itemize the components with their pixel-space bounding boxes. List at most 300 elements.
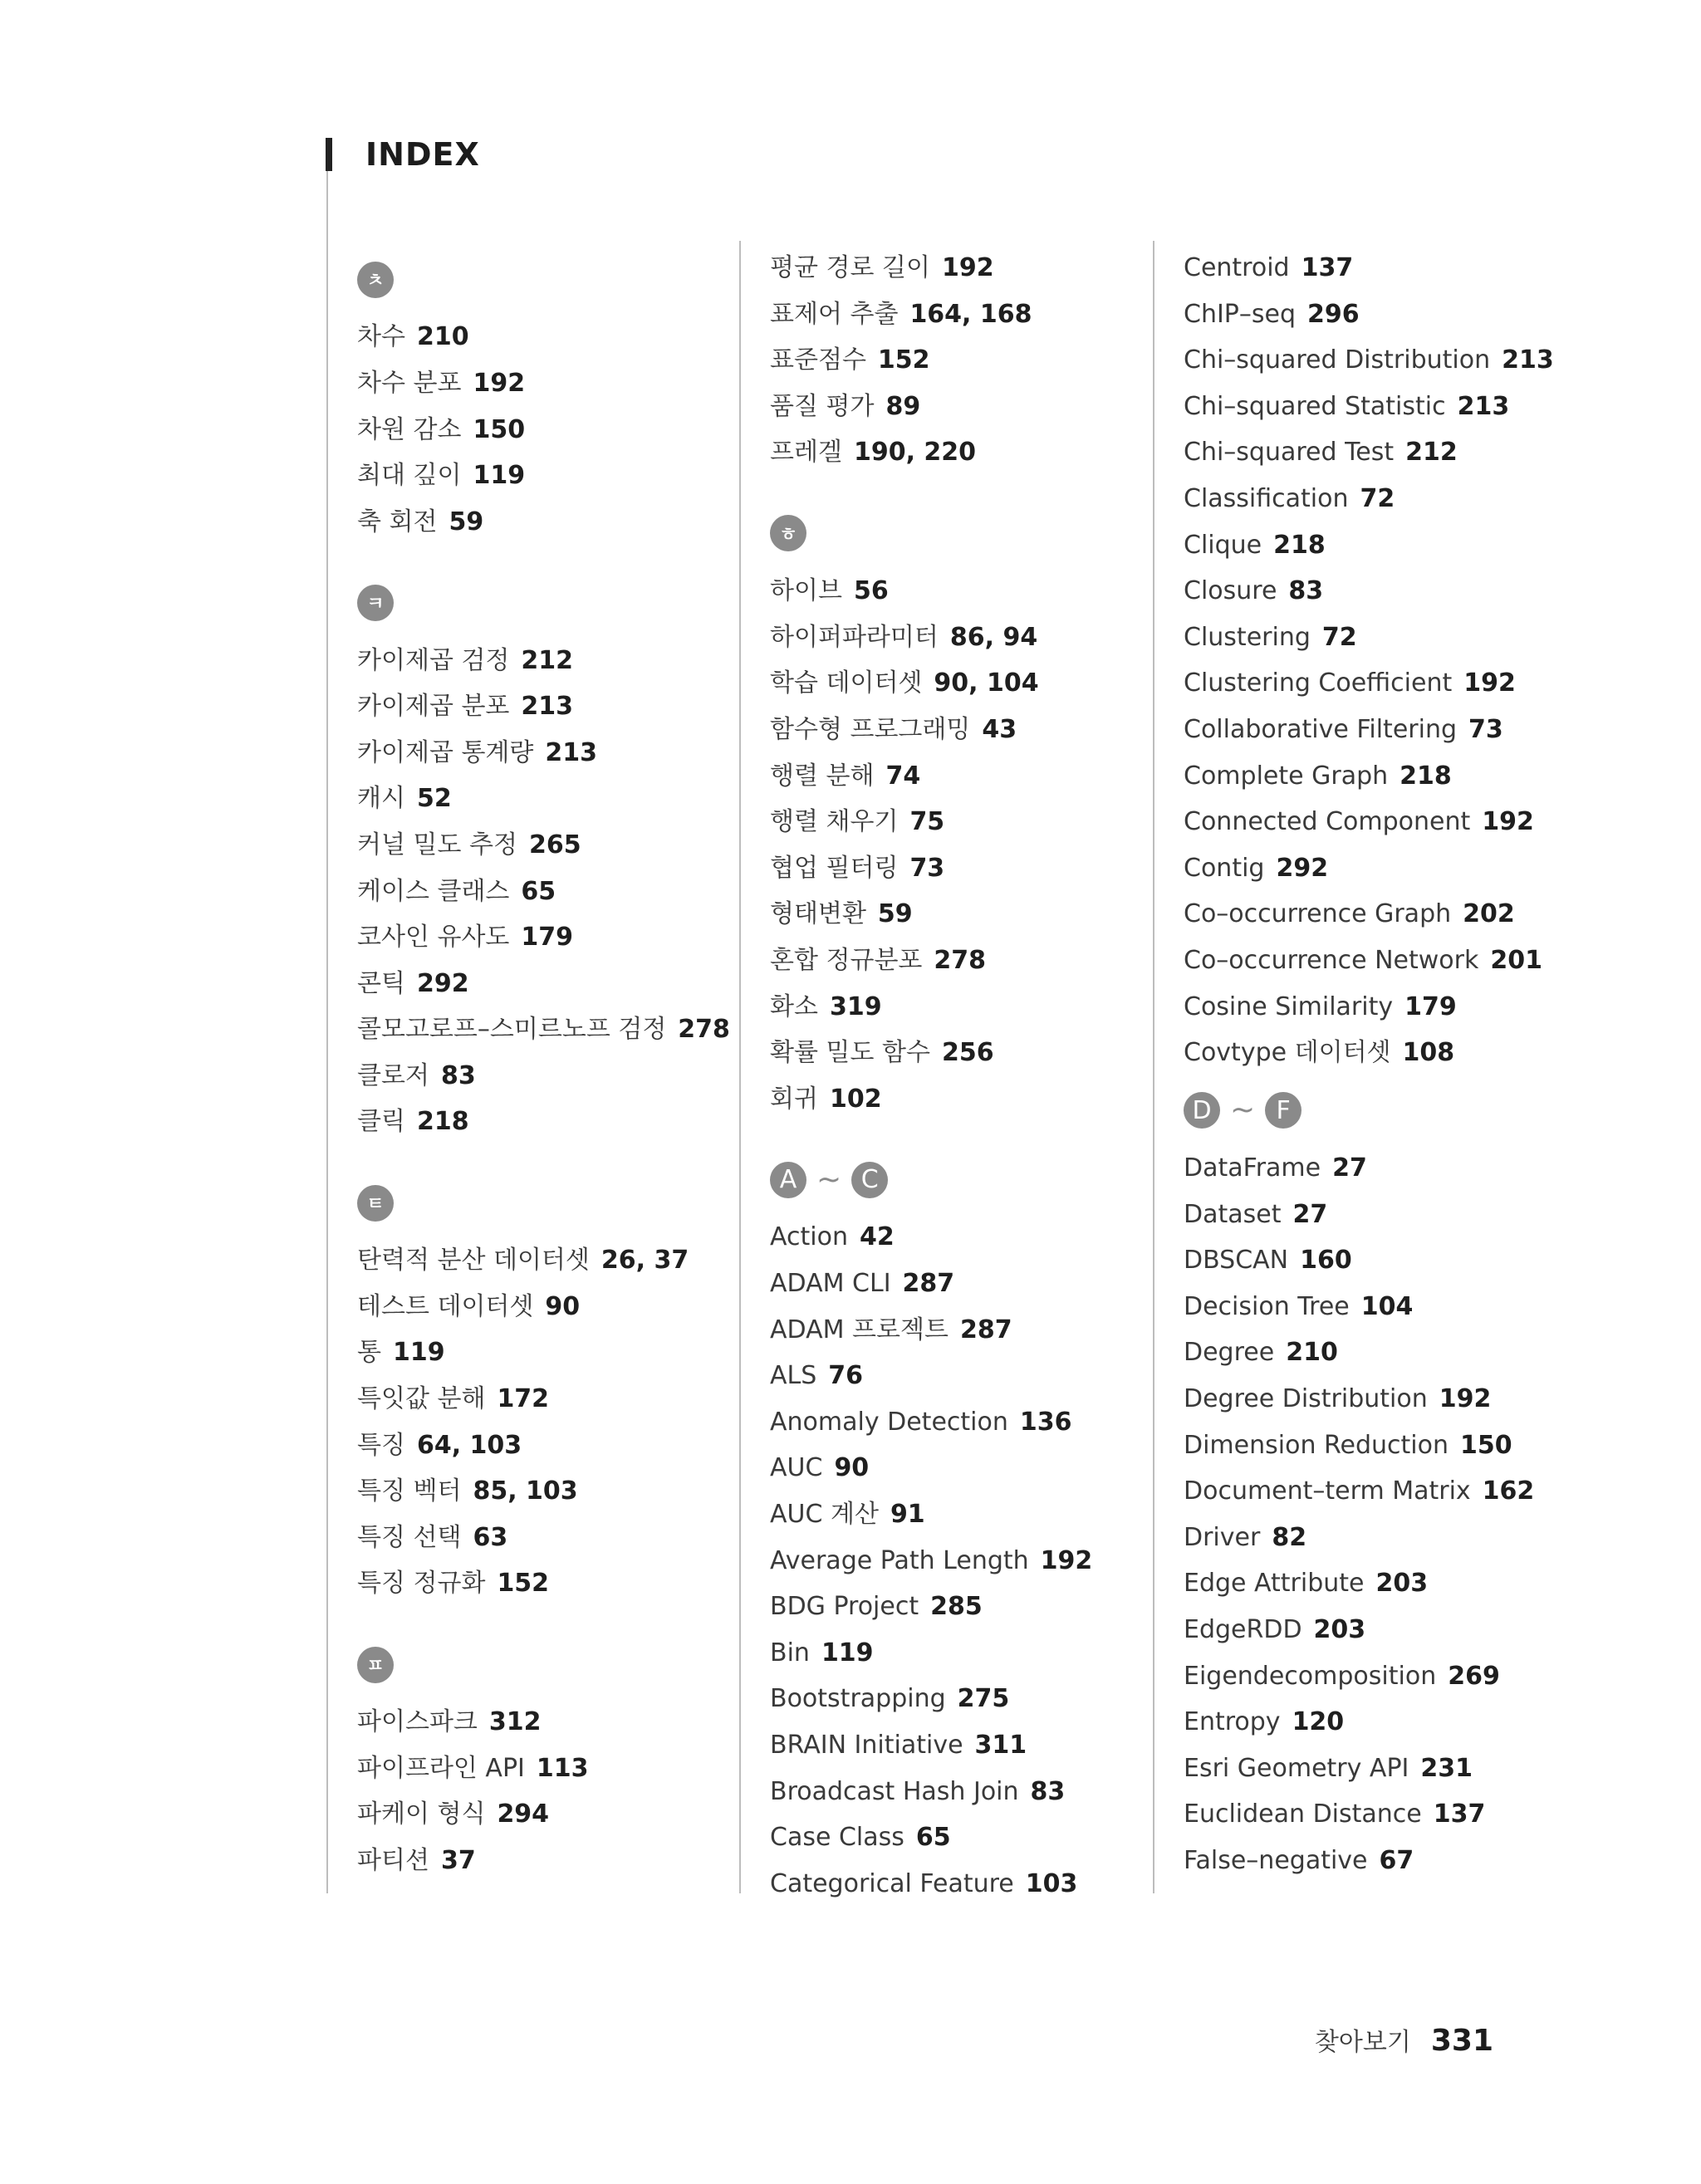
- index-term: ADAM CLI: [770, 1269, 891, 1299]
- index-entry: [770, 1445, 1160, 1491]
- index-pages: 120: [1292, 1707, 1345, 1737]
- index-term: 형태변환: [770, 899, 866, 929]
- index-pages: 108: [1402, 1038, 1455, 1068]
- index-entry: [770, 1399, 1160, 1446]
- index-entry: [357, 961, 748, 1007]
- index-pages: 85, 103: [473, 1476, 578, 1506]
- index-pages: 179: [521, 923, 574, 952]
- index-term: 특징 벡터: [357, 1476, 462, 1506]
- index-entry: [770, 1630, 1160, 1677]
- index-pages: 113: [536, 1753, 589, 1783]
- index-term: 테스트 데이터셋: [357, 1291, 534, 1321]
- index-term: 클릭: [357, 1107, 405, 1137]
- index-term: 특징 선택: [357, 1522, 462, 1552]
- section-heading: [770, 499, 1160, 568]
- index-term: 특징: [357, 1430, 405, 1460]
- index-term: Clique: [1184, 530, 1262, 560]
- index-entry: [770, 615, 1160, 661]
- index-entry: [1184, 1284, 1574, 1330]
- index-pages: 83: [440, 1060, 476, 1090]
- index-term: ALS: [770, 1361, 817, 1391]
- index-entry: [1184, 1329, 1574, 1376]
- page-number: 331: [1430, 2024, 1493, 2058]
- index-pages: 137: [1433, 1800, 1486, 1829]
- index-term: 커널 밀도 추정: [357, 830, 517, 859]
- index-term: Action: [770, 1222, 848, 1252]
- index-pages: 192: [1040, 1545, 1093, 1575]
- index-entry: [770, 660, 1160, 707]
- index-term: AUC: [770, 1453, 823, 1483]
- index-pages: 65: [521, 876, 556, 906]
- index-term: 혼합 정규분포: [770, 945, 923, 975]
- index-entry: [770, 799, 1160, 845]
- index-term: Classification: [1184, 483, 1349, 513]
- index-pages: 63: [473, 1522, 508, 1552]
- index-term: 차수 분포: [357, 368, 462, 398]
- index-pages: 75: [909, 807, 945, 837]
- index-pages: 275: [957, 1684, 1010, 1714]
- index-term: Document–term Matrix: [1184, 1476, 1471, 1506]
- index-pages: 73: [909, 853, 945, 883]
- index-term: 카이제곱 분포: [357, 692, 510, 722]
- section-gap: [770, 476, 1160, 499]
- section-letter-badge: A: [770, 1162, 806, 1198]
- section-letter-badge: ㅎ: [770, 515, 806, 551]
- index-entry: [357, 1006, 748, 1053]
- index-pages: 119: [821, 1638, 874, 1667]
- index-entry: [770, 707, 1160, 753]
- index-term: False–negative: [1184, 1845, 1368, 1875]
- index-pages: 218: [416, 1107, 469, 1137]
- index-pages: 83: [1288, 576, 1324, 606]
- index-entry: [1184, 1376, 1574, 1423]
- section-heading: [357, 1630, 748, 1699]
- index-entry: [357, 1468, 748, 1515]
- index-pages: 287: [959, 1315, 1012, 1344]
- footer-label: 찾아보기: [1314, 2028, 1411, 2057]
- index-pages: 56: [853, 576, 889, 606]
- index-entry: [357, 822, 748, 869]
- index-entry: [357, 1329, 748, 1376]
- index-entry: [1184, 1560, 1574, 1607]
- index-term: 차수: [357, 322, 405, 352]
- index-pages: 27: [1332, 1153, 1367, 1183]
- index-entry: [770, 1353, 1160, 1399]
- index-term: Esri Geometry API: [1184, 1753, 1409, 1783]
- index-pages: 104: [1360, 1291, 1414, 1321]
- index-entry: [770, 1030, 1160, 1076]
- index-term: 표준점수: [770, 345, 866, 375]
- index-entry: [1184, 938, 1574, 984]
- index-entry: [357, 683, 748, 730]
- index-pages: 73: [1468, 714, 1503, 744]
- index-entry: [770, 291, 1160, 338]
- index-pages: 52: [416, 784, 452, 814]
- index-entry: [770, 1861, 1160, 1907]
- index-entry: [770, 1076, 1160, 1123]
- index-entry: [770, 1491, 1160, 1538]
- index-pages: 136: [1019, 1407, 1072, 1437]
- index-entry: [1184, 1030, 1574, 1076]
- index-pages: 59: [877, 899, 913, 929]
- index-term: Bin: [770, 1638, 810, 1667]
- index-entry: [357, 1746, 748, 1792]
- index-entry: [357, 407, 748, 453]
- index-pages: 218: [1400, 761, 1452, 791]
- index-entry: [1184, 568, 1574, 615]
- index-term: 차원 감소: [357, 414, 462, 444]
- index-entry: [770, 753, 1160, 800]
- section-heading: [357, 245, 748, 314]
- index-term: DBSCAN: [1184, 1246, 1289, 1276]
- index-pages: 278: [678, 1015, 730, 1045]
- index-term: BRAIN Initiative: [770, 1731, 963, 1760]
- index-entry: [1184, 1838, 1574, 1884]
- index-entry: [357, 869, 748, 915]
- page-footer: [1315, 2020, 1493, 2067]
- index-term: Chi–squared Statistic: [1184, 391, 1446, 421]
- index-entry: [1184, 1468, 1574, 1515]
- index-pages: 162: [1482, 1476, 1535, 1506]
- index-term: 콜모고로프–스미르노프 검정: [357, 1015, 667, 1045]
- index-term: 학습 데이터셋: [770, 668, 923, 698]
- index-pages: 278: [934, 945, 987, 975]
- section-letter-badge: D: [1184, 1092, 1220, 1129]
- index-term: Degree: [1184, 1338, 1275, 1368]
- section-letter-badge: F: [1265, 1092, 1301, 1129]
- index-pages: 192: [473, 368, 526, 398]
- index-pages: 91: [890, 1500, 925, 1530]
- index-pages: 74: [885, 761, 921, 791]
- index-pages: 119: [473, 461, 526, 491]
- index-pages: 119: [392, 1338, 445, 1368]
- index-term: DataFrame: [1184, 1153, 1321, 1183]
- index-term: Cosine Similarity: [1184, 992, 1394, 1021]
- index-term: 클로저: [357, 1060, 429, 1090]
- index-pages: 287: [902, 1269, 955, 1299]
- index-pages: 311: [974, 1731, 1027, 1760]
- index-pages: 59: [449, 507, 484, 536]
- index-pages: 72: [1360, 483, 1395, 513]
- index-pages: 150: [1459, 1430, 1512, 1460]
- index-entry: [357, 638, 748, 684]
- index-term: 함수형 프로그래밍: [770, 714, 971, 744]
- index-entry: [357, 360, 748, 407]
- index-entry: [770, 1214, 1160, 1261]
- section-heading: [770, 1145, 1160, 1214]
- index-pages: 179: [1404, 992, 1457, 1021]
- index-entry: [357, 1515, 748, 1561]
- index-pages: 150: [473, 414, 526, 444]
- section-heading: [1184, 1076, 1574, 1145]
- index-pages: 201: [1490, 945, 1542, 975]
- index-term: 최대 깊이: [357, 461, 462, 491]
- index-entry: [357, 499, 748, 546]
- index-term: Complete Graph: [1184, 761, 1389, 791]
- index-term: Co–occurrence Network: [1184, 945, 1479, 975]
- index-term: Eigendecomposition: [1184, 1661, 1437, 1691]
- index-entry: [1184, 845, 1574, 892]
- index-pages: 192: [941, 253, 994, 282]
- index-term: 하이퍼파라미터: [770, 622, 939, 652]
- title-accent-bar: [326, 138, 332, 171]
- index-entry: [1184, 1791, 1574, 1838]
- range-tilde: ~: [1230, 1093, 1256, 1128]
- index-term: Centroid: [1184, 253, 1290, 282]
- index-term: Decision Tree: [1184, 1291, 1350, 1321]
- index-pages: 72: [1321, 622, 1357, 652]
- index-pages: 202: [1463, 899, 1515, 929]
- index-term: 파케이 형식: [357, 1800, 486, 1829]
- index-entry: [357, 1838, 748, 1884]
- index-entry: [770, 984, 1160, 1031]
- index-term: Collaborative Filtering: [1184, 714, 1458, 744]
- index-term: 회귀: [770, 1084, 818, 1114]
- index-entry: [1184, 337, 1574, 384]
- index-term: ADAM 프로젝트: [770, 1315, 949, 1344]
- index-pages: 212: [1405, 438, 1458, 468]
- index-term: Degree Distribution: [1184, 1384, 1428, 1414]
- index-entry: [357, 1284, 748, 1330]
- index-pages: 296: [1307, 299, 1360, 329]
- section-letter-badge: C: [851, 1162, 888, 1198]
- index-pages: 265: [528, 830, 581, 859]
- section-letter-badge: ㅋ: [357, 585, 394, 621]
- index-pages: 90: [834, 1453, 870, 1483]
- index-term: Chi–squared Distribution: [1184, 345, 1491, 375]
- index-entry: [770, 1538, 1160, 1584]
- index-pages: 152: [497, 1569, 550, 1599]
- index-entry: [357, 1237, 748, 1284]
- index-pages: 90, 104: [934, 668, 1039, 698]
- index-term: 캐시: [357, 784, 405, 814]
- section-heading: [357, 1168, 748, 1237]
- index-entry: [770, 337, 1160, 384]
- index-term: 특잇값 분해: [357, 1384, 486, 1414]
- index-term: 축 회전: [357, 507, 438, 536]
- index-term: 평균 경로 길이: [770, 253, 930, 282]
- index-entry: [770, 1769, 1160, 1815]
- index-entry: [1184, 1699, 1574, 1746]
- index-entry: [1184, 1653, 1574, 1700]
- section-gap: [357, 1145, 748, 1168]
- index-term: Clustering: [1184, 622, 1311, 652]
- index-pages: 210: [1286, 1338, 1338, 1368]
- index-term: Contig: [1184, 853, 1265, 883]
- index-entry: [1184, 891, 1574, 938]
- index-entry: [357, 776, 748, 822]
- index-entry: [357, 1560, 748, 1607]
- index-pages: 285: [930, 1592, 983, 1622]
- index-pages: 213: [545, 737, 598, 767]
- index-pages: 203: [1375, 1569, 1429, 1599]
- index-entry: [357, 730, 748, 776]
- section-heading: [357, 568, 748, 637]
- index-pages: 76: [828, 1361, 864, 1391]
- index-term: 행렬 분해: [770, 761, 875, 791]
- index-entry: [770, 1676, 1160, 1722]
- index-pages: 192: [1482, 807, 1534, 837]
- index-pages: 192: [1463, 668, 1516, 698]
- index-pages: 172: [497, 1384, 550, 1414]
- index-entry: [1184, 291, 1574, 338]
- index-entry: [770, 429, 1160, 476]
- index-pages: 256: [941, 1038, 994, 1068]
- index-entry: [1184, 1746, 1574, 1792]
- index-pages: 65: [915, 1823, 951, 1853]
- index-entry: [770, 245, 1160, 291]
- index-term: Clustering Coefficient: [1184, 668, 1453, 698]
- index-term: 확률 밀도 함수: [770, 1038, 930, 1068]
- index-pages: 164, 168: [909, 299, 1032, 329]
- index-entry: [1184, 1607, 1574, 1653]
- index-entry: [1184, 245, 1574, 291]
- index-term: 품질 평가: [770, 391, 875, 421]
- index-pages: 152: [877, 345, 930, 375]
- index-term: 특징 정규화: [357, 1569, 486, 1599]
- index-term: Dataset: [1184, 1199, 1282, 1229]
- index-term: ChIP–seq: [1184, 299, 1297, 329]
- index-entry: [770, 1307, 1160, 1354]
- index-pages: 86, 94: [949, 622, 1038, 652]
- index-entry: [357, 1423, 748, 1469]
- index-entry: [770, 1261, 1160, 1307]
- index-pages: 37: [440, 1845, 476, 1875]
- index-term: 프레겔: [770, 438, 842, 468]
- index-entry: [770, 938, 1160, 984]
- index-entry: [357, 453, 748, 499]
- index-pages: 67: [1379, 1845, 1414, 1875]
- index-entry: [1184, 660, 1574, 707]
- index-entry: [357, 1699, 748, 1746]
- index-pages: 192: [1439, 1384, 1492, 1414]
- index-term: 코사인 유사도: [357, 923, 510, 952]
- index-pages: 203: [1313, 1615, 1366, 1645]
- index-pages: 218: [1273, 530, 1326, 560]
- index-pages: 42: [859, 1222, 895, 1252]
- index-entry: [1184, 799, 1574, 845]
- index-term: Entropy: [1184, 1707, 1281, 1737]
- index-term: BDG Project: [770, 1592, 919, 1622]
- index-term: EdgeRDD: [1184, 1615, 1302, 1645]
- index-entry: [1184, 984, 1574, 1031]
- index-pages: 292: [1276, 853, 1329, 883]
- index-pages: 319: [829, 992, 882, 1021]
- index-term: Driver: [1184, 1522, 1261, 1552]
- index-term: 케이스 클래스: [357, 876, 510, 906]
- index-term: Connected Component: [1184, 807, 1471, 837]
- index-pages: 26, 37: [600, 1246, 689, 1276]
- index-term: 파이프라인 API: [357, 1753, 525, 1783]
- index-term: Anomaly Detection: [770, 1407, 1008, 1437]
- index-pages: 212: [521, 645, 574, 675]
- index-entry: [1184, 429, 1574, 476]
- index-entry: [770, 384, 1160, 430]
- index-pages: 190, 220: [853, 438, 977, 468]
- index-pages: 213: [1502, 345, 1554, 375]
- column-divider-1: [326, 171, 328, 1893]
- section-gap: [357, 545, 748, 568]
- index-pages: 83: [1030, 1776, 1066, 1806]
- index-term: 행렬 채우기: [770, 807, 899, 837]
- index-entry: [770, 1814, 1160, 1861]
- index-pages: 210: [416, 322, 469, 352]
- index-pages: 43: [982, 714, 1017, 744]
- index-term: AUC 계산: [770, 1500, 879, 1530]
- index-term: Bootstrapping: [770, 1684, 946, 1714]
- index-pages: 269: [1448, 1661, 1500, 1691]
- index-column-3: [1184, 245, 1574, 1884]
- index-term: 콘틱: [357, 968, 405, 998]
- index-term: 카이제곱 검정: [357, 645, 510, 675]
- range-tilde: ~: [816, 1162, 842, 1197]
- index-term: 협업 필터링: [770, 853, 899, 883]
- index-term: Edge Attribute: [1184, 1569, 1365, 1599]
- index-entry: [770, 891, 1160, 938]
- index-term: Euclidean Distance: [1184, 1800, 1422, 1829]
- index-term: Closure: [1184, 576, 1277, 606]
- index-term: 통: [357, 1338, 381, 1368]
- index-term: 파티션: [357, 1845, 429, 1875]
- index-term: Case Class: [770, 1823, 904, 1853]
- index-term: 탄력적 분산 데이터셋: [357, 1246, 590, 1276]
- index-entry: [1184, 1192, 1574, 1238]
- index-pages: 82: [1272, 1522, 1307, 1552]
- index-pages: 90: [545, 1291, 581, 1321]
- index-term: Broadcast Hash Join: [770, 1776, 1019, 1806]
- index-term: Covtype 데이터셋: [1184, 1038, 1391, 1068]
- index-pages: 137: [1301, 253, 1354, 282]
- index-pages: 89: [885, 391, 921, 421]
- index-entry: [357, 1099, 748, 1145]
- index-entry: [770, 845, 1160, 892]
- index-pages: 103: [1025, 1868, 1078, 1898]
- page-title: INDEX: [365, 136, 480, 173]
- index-term: Average Path Length: [770, 1545, 1029, 1575]
- index-entry: [770, 568, 1160, 615]
- index-pages: 312: [488, 1707, 542, 1737]
- index-term: 하이브: [770, 576, 842, 606]
- index-pages: 294: [497, 1800, 550, 1829]
- index-pages: 231: [1420, 1753, 1473, 1783]
- index-column-1: [357, 245, 748, 1884]
- section-letter-badge: ㅍ: [357, 1647, 394, 1683]
- index-term: 파이스파크: [357, 1707, 478, 1737]
- index-entry: [1184, 1237, 1574, 1284]
- section-letter-badge: ㅊ: [357, 262, 394, 298]
- index-term: Co–occurrence Graph: [1184, 899, 1452, 929]
- index-pages: 292: [416, 968, 469, 998]
- index-pages: 213: [1457, 391, 1510, 421]
- index-entry: [770, 1722, 1160, 1769]
- index-entry: [357, 1053, 748, 1099]
- index-entry: [357, 1791, 748, 1838]
- index-entry: [357, 1376, 748, 1423]
- index-term: Chi–squared Test: [1184, 438, 1395, 468]
- index-entry: [1184, 522, 1574, 569]
- index-entry: [1184, 753, 1574, 800]
- index-pages: 213: [521, 692, 574, 722]
- index-term: 화소: [770, 992, 818, 1021]
- index-pages: 64, 103: [416, 1430, 522, 1460]
- index-pages: 102: [829, 1084, 882, 1114]
- index-term: Dimension Reduction: [1184, 1430, 1449, 1460]
- index-entry: [770, 1584, 1160, 1630]
- index-entry: [1184, 1145, 1574, 1192]
- index-entry: [1184, 1515, 1574, 1561]
- index-term: Categorical Feature: [770, 1868, 1014, 1898]
- index-entry: [1184, 384, 1574, 430]
